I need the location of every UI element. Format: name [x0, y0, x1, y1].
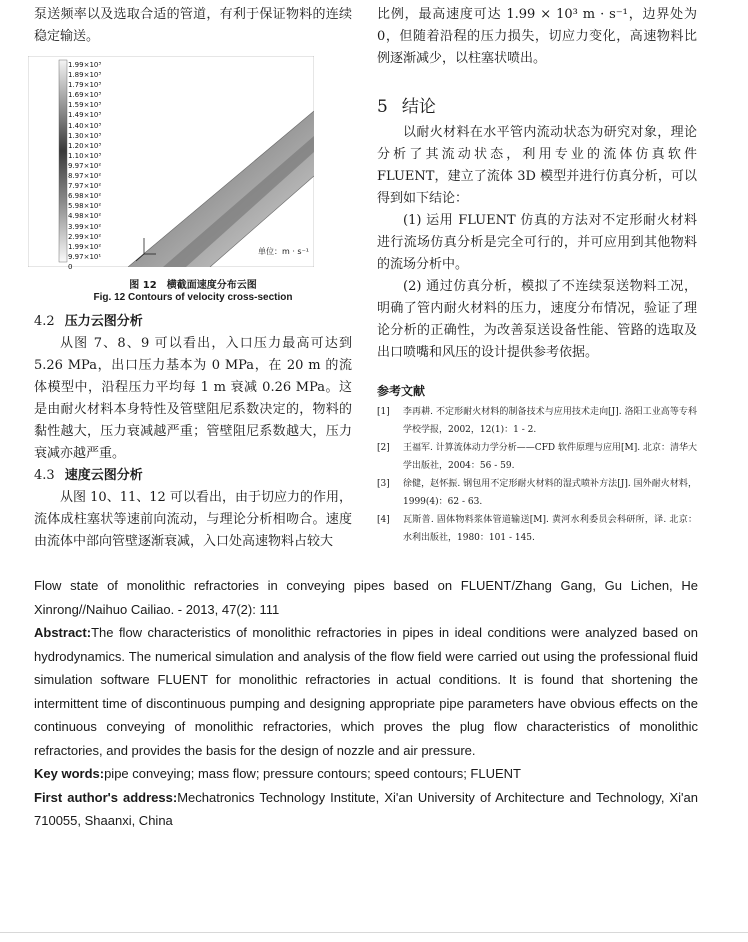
references-heading: 参考文献: [377, 384, 426, 398]
section-number: 4.3: [34, 468, 55, 483]
abstract-title-line: Flow state of monolithic refractories in conveying pipes based on FLUENT/Zhang Gang, Gu Lichen, He Xinrong//Naihuo Cailiao. - 2013, 47(2): 111: [34, 578, 698, 617]
reference-number: [4]: [377, 515, 390, 525]
legend-label: 0: [68, 262, 73, 271]
legend-label: 1.69×10³: [68, 91, 102, 100]
conclusion-point-2: (2) 通过仿真分析，模拟了不连续泵送物料工况，明确了管内耐火材料的压力，速度分布情况，验证了理论分析的正确性，为改善泵送设备性能、管路的选取及出口喷嘴和风压的设计提供参考依据。: [377, 279, 697, 360]
section-4-2-heading: [34, 311, 352, 333]
section-4-2-text: 从图 7、8、9 可以看出，入口压力最高可达到 5.26 MPa，出口压力基本为 0 MPa，在 20 m 的流体模型中，沿程压力平均每 1 m 衰减 0.26 MPa。这是由耐火材料本身特性及管壁阻尼系数决定的，物料的黏性越大，压力衰减越严重；管壁阻尼系数越大，压力衰减亦越严重。: [34, 336, 352, 461]
address-label: First author's address:: [34, 789, 178, 805]
legend-label: 1.49×10³: [68, 111, 102, 120]
legend-label: 1.89×10³: [68, 71, 102, 80]
legend-label: 8.97×10²: [68, 172, 102, 181]
legend-label: 1.79×10³: [68, 81, 102, 90]
figure-caption-cn: 图 12 横截面速度分布云图: [129, 280, 257, 291]
abstract-text: The flow characteristics of monolithic refractories in pipes in ideal conditions were analyzed based on hydrodynamics. The numerical simulation and analysis of the flow field were carried out using the professional fluid simulation software FLUENT for monolithic refractories in actual conditions. It is found that shortening the intermittent time of discontinuous pumping and designing appropriate pipe parameters have obvious effects on the continuous conveying of monolithic refractories, which proves the plug flow characteristics of monolithic refractories, and provides the basis for the design of nozzle and air pressure.: [34, 625, 698, 758]
reference-text: 王福军. 计算流体动力学分析——CFD 软件原理与应用[M]. 北京：清华大学出版社，2004：56 - 59.: [403, 443, 697, 471]
english-abstract: [34, 574, 698, 833]
reference-number: [2]: [377, 443, 390, 453]
page-bottom-rule: [0, 932, 748, 933]
legend-label: 2.99×10²: [68, 232, 102, 241]
section-5-heading: [377, 94, 697, 120]
legend-label: 4.98×10²: [68, 212, 102, 221]
legend-label: 1.30×10³: [68, 131, 102, 140]
section-title: 压力云图分析: [64, 314, 143, 329]
reference-number: [1]: [377, 407, 390, 417]
abstract-paragraph: [34, 621, 698, 762]
reference-item: [377, 475, 697, 511]
legend-label: 1.10×10³: [68, 151, 102, 160]
continued-paragraph: 比例，最高速度可达 1.99 × 10³ m · s⁻¹，边界处为 0，但随着沿程的压力损失，切应力变化，高速物料比例逐渐减少，以柱塞状喷出。: [377, 7, 697, 66]
section-number: 5: [377, 97, 388, 117]
conclusion-paragraph: 以耐火材料在水平管内流动状态为研究对象，理论分析了其流动状态，利用专业的流体仿真软件 FLUENT，建立了流体 3D 模型并进行仿真分析，可以得到如下结论：: [377, 125, 697, 206]
intro-paragraph: 泵送频率以及选取合适的管道，有利于保证物料的连续稳定输送。: [34, 7, 352, 44]
color-legend: [68, 60, 128, 272]
left-column-lower: [34, 311, 352, 553]
reference-number: [3]: [377, 479, 390, 489]
reference-item: [377, 439, 697, 475]
figure-caption-en: Fig. 12 Contours of velocity cross-section: [93, 292, 293, 303]
legend-label: 6.98×10²: [68, 192, 102, 201]
right-column: [377, 4, 697, 547]
section-title: 速度云图分析: [64, 468, 143, 483]
reference-text: 瓦斯普. 固体物料浆体管道输送[M]. 黄河水利委员会科研所，译. 北京：水利出版社，1980：101 - 145.: [403, 515, 697, 543]
reference-text: 徐健，赵怀振. 钢包用不定形耐火材料的湿式喷补方法[J]. 国外耐火材料，1999(4)：62 - 63.: [403, 479, 697, 507]
legend-label: 9.97×10¹: [68, 252, 102, 261]
reference-item: [377, 403, 697, 439]
address-line: [34, 786, 698, 833]
section-title: 结论: [401, 97, 436, 117]
legend-label: 3.99×10²: [68, 222, 102, 231]
abstract-label: Abstract:: [34, 625, 92, 640]
conclusion-point-1: (1) 运用 FLUENT 仿真的方法对不定形耐火材料进行流场仿真分析是完全可行的，并可应用到其他物料的流场分析中。: [377, 213, 697, 272]
section-4-3-heading: [34, 465, 352, 487]
legend-label: 1.20×10³: [68, 141, 102, 150]
section-number: 4.2: [34, 314, 55, 329]
section-4-3-text: 从图 10、11、12 可以看出，由于切应力的作用，流体成柱塞状等速前向流动，与理论分析相吻合。速度由流体中部向管壁逐渐衰减，入口处高速物料占较大: [34, 490, 352, 549]
keywords-line: [34, 762, 698, 786]
keywords-label: Key words:: [34, 766, 105, 781]
reference-text: 李再耕. 不定形耐火材料的制备技术与应用技术走向[J]. 洛阳工业高等专科学校学报，2002，12(1)：1 - 2.: [403, 407, 697, 435]
velocity-contour-figure: [28, 56, 314, 271]
keywords-text: pipe conveying; mass flow; pressure contours; speed contours; FLUENT: [104, 766, 521, 781]
unit-label: 单位：m · s⁻¹: [258, 247, 310, 256]
legend-label: 9.97×10²: [68, 161, 102, 170]
legend-label: 5.98×10²: [68, 202, 102, 211]
reference-item: [377, 511, 697, 547]
address-text: Mechatronics Technology Institute, Xi'an University of Architecture and Technology, Xi'an 710055, Shaanxi, China: [34, 789, 698, 828]
legend-label: 7.97×10²: [68, 182, 102, 191]
legend-label: 1.99×10³: [68, 61, 102, 69]
legend-label: 1.40×10³: [68, 121, 102, 130]
legend-label: 1.59×10³: [68, 101, 102, 110]
legend-label: 1.99×10²: [68, 242, 102, 251]
